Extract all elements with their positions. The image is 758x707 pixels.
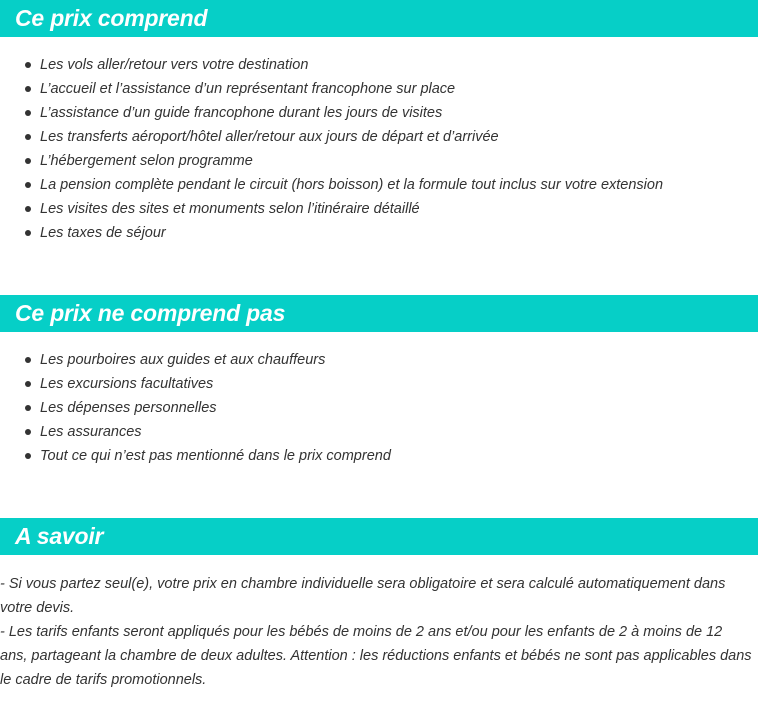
list-item: La pension complète pendant le circuit (hors boisson) et la formule tout inclus sur votre extension <box>24 173 758 197</box>
list-item: Tout ce qui n’est pas mentionné dans le prix comprend <box>24 444 758 468</box>
list-item: Les visites des sites et monuments selon l’itinéraire détaillé <box>24 197 758 221</box>
info-section <box>0 518 758 692</box>
list-item: Les dépenses personnelles <box>24 396 758 420</box>
list-item: L’hébergement selon programme <box>24 149 758 173</box>
info-title: A savoir <box>15 523 104 549</box>
info-paragraph: - Si vous partez seul(e), votre prix en chambre individuelle sera obligatoire et sera calculé automatiquement dans votre devis. <box>0 576 726 616</box>
list-item: L’assistance d’un guide francophone durant les jours de visites <box>24 101 758 125</box>
included-header <box>0 0 758 37</box>
excluded-section <box>0 295 758 468</box>
excluded-header <box>0 295 758 332</box>
excluded-list <box>0 348 758 468</box>
excluded-title: Ce prix ne comprend pas <box>15 300 286 326</box>
list-item: Les assurances <box>24 420 758 444</box>
list-item: Les pourboires aux guides et aux chauffeurs <box>24 348 758 372</box>
included-title: Ce prix comprend <box>15 5 208 31</box>
list-item: Les excursions facultatives <box>24 372 758 396</box>
info-notes <box>0 572 758 692</box>
list-item: L’accueil et l’assistance d’un représentant francophone sur place <box>24 77 758 101</box>
list-item: Les taxes de séjour <box>24 221 758 245</box>
info-header <box>0 518 758 555</box>
info-paragraph: - Les tarifs enfants seront appliqués pour les bébés de moins de 2 ans et/ou pour les enfants de 2 à moins de 12 ans, partageant la chambre de deux adultes. Attention : les réductions enfants et bébés ne sont pas applicables dans le cadre de tarifs promotionnels. <box>0 624 752 688</box>
list-item: Les vols aller/retour vers votre destination <box>24 53 758 77</box>
list-item: Les transferts aéroport/hôtel aller/retour aux jours de départ et d’arrivée <box>24 125 758 149</box>
included-section <box>0 0 758 245</box>
included-list <box>0 53 758 245</box>
